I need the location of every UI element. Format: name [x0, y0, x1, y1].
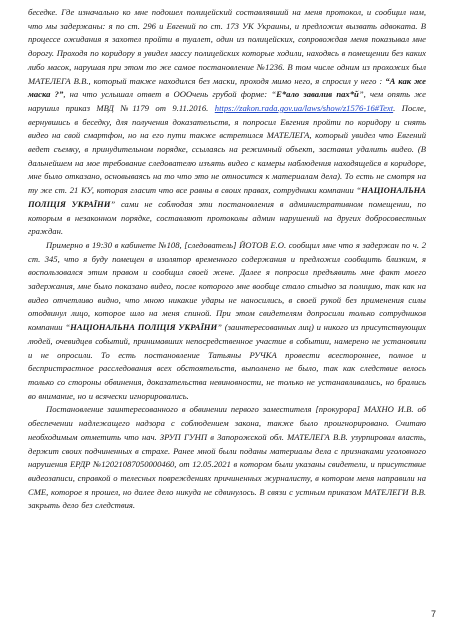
paragraph-3: Постановление заинтересованного в обвинении первого заместителя [прокурора] МАХНО И.В. об обеспечении надлежащего надзора с соблюдением закона, также было проигнорировано. Считаю необходимым отметить что нач. ЗРУП ГУНП в Запорожской обл. МАТЕЛЕГА В.В. узурпировал власть, держит своих подчиненных в страхе. Ранее мной были поданы материалы дела с признаками уголовного нарушения ЕРДР №12021087050000460, от 12.05.2021 в котором были указаны свидетели, и присутствие видеозаписи, справкой о телесных повреждениях причиненных журналисту, в котором меня направили на СМЕ, которое я прошел, но далее дело никуда не сдвинулось. В связи с устным приказом МАТЕЛЕГИ В.В. закрыть дело без следствия. [28, 404, 426, 511]
page-number: 7 [430, 609, 436, 619]
law-link[interactable]: https://zakon.rada.gov.ua/laws/show/z1576-16#Text [214, 102, 394, 113]
bold-company-name: НАЦІОНАЛЬНА ПОЛІЦІЯ УКРАЇНИ [28, 185, 426, 209]
bold-quote-answer: Е*ало завалив пах*й [276, 89, 359, 100]
bold-quote-mask: “А как же маска ?” [28, 75, 426, 100]
paragraph-2: Примерно в 19:30 в кабинете №108, [следователь] ЙОТОВ Е.О. сообщил мне что я задержан по ч. 2 ст. 345, что я буду помещен в изолятор временного содержания и предложил сообщить близким, я воспользовался этим правом и сообщил своей жене. Далее я попросил предъявить мне факт моего задержания, мне было показано видео, после которого мне вообще стало стыдно за полицию, так как на видео отчетливо видно, что мною никакие удары не наносились, в своей рукой без применения силы отодвинул лицо, которое шло на меня спиной. При этом свидетелям допросили только сотрудников компании “НАЦІОНАЛЬНА ПОЛІЦІЯ УКРАЇНИ” (заинтересованных лиц) и никого из присутствующих людей, очевидцев событий, принимавших непосредственное участие в событии, намерено не установили и не опросили. То есть постановление Татьяны РУЧКА провести всестороннее, полное и беспристрастное расследования всех обстоятельств, выполнено не было, так как следствие велось только со стороны обвинения, доказательства невиновности, не только не устанавливались, но брались во внимание, но и всячески игнорировались. [28, 239, 426, 401]
document-body [28, 6, 426, 513]
paragraph-1: беседке. Где изначально ко мне подошел полицейский составлявший на меня протокол, и сообщил нам, что мы задержаны: я по ст. 296 и Евгений по ст. 173 УК Украины, и предложил вызвать адвоката. В процессе ожидания я захотел пройти в туалет, один из полицейских, сопровождая меня показывал мне дорогу. Проходя по коридору я увидел массу полицейских которые ходили, находясь в помещении без каких либо масок, нарушая при этом то же самое постановление №1236. В том числе одним из прохожих был МАТЕЛЕГА В.В., который также находился без маски, проходя мимо него, я спросил у него : “А как же маска ?”, на что услышал ответ в ОООчень грубой форме: “Е*ало завалив пах*й”, чем опять же нарушил приказ МВД №1179 от 9.11.2016. https://zakon.rada.gov.ua/laws/show/z1576-16#Text. После, вернувшись в беседку, для получения доказательств, я попросил Евгения пройти по коридору и снять видео на свой смартфон, но на его пути также встретился МАТЕЛЕГА, который увидел что Евгений ведет съемку, в принудительном порядке, ссылаясь на режимный объект, заставил удалить видео. (В дальнейшем на мое требование следователю изъять видео с камеры наблюдения находящейся в коридоре, мне было отказано, основываясь на то что это не относится к материалам дела). То есть не смотря на ту же ст. 21 КУ, которая гласит что все равны в своих правах, сотрудники компании “НАЦІОНАЛЬНА ПОЛІЦІЯ УКРАЇНИ” сами не соблюдая эти постановления в административном помещении, по которым в незаконном порядке, составляют протоколы админ нарушений на других добросовестных граждан. [28, 7, 426, 237]
bold-company-name: НАЦІОНАЛЬНА ПОЛІЦІЯ УКРАЇНИ [70, 322, 218, 333]
